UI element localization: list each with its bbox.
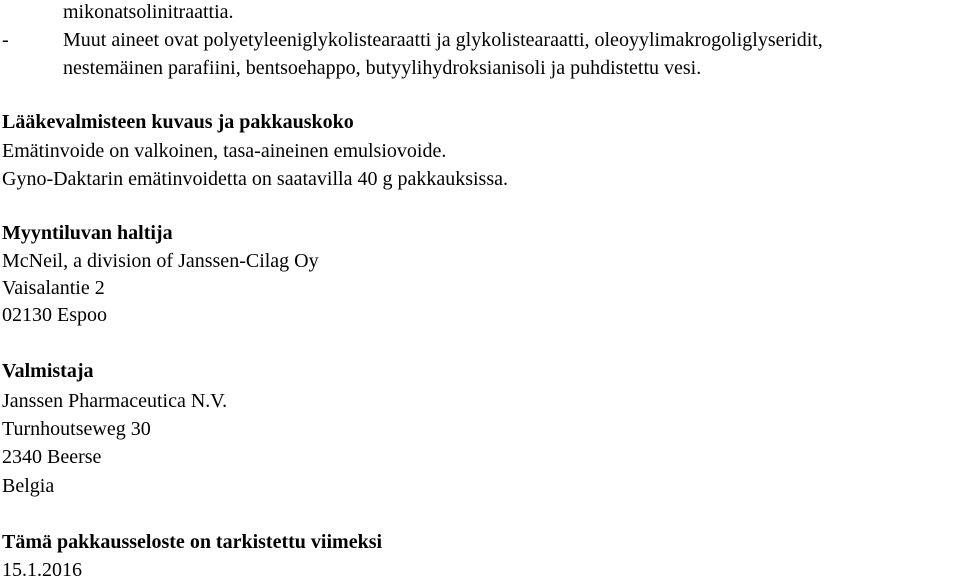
revision-heading: Tämä pakkausseloste on tarkistettu viimeksi [2,531,383,553]
manufacturer-name: Janssen Pharmaceutica N.V. [2,390,228,412]
revision-date: 15.1.2016 [2,559,82,581]
holder-name: McNeil, a division of Janssen-Cilag Oy [2,250,319,272]
ingredients-line-2: nestemäinen parafiini, bentsoehappo, butyylihydroksianisoli ja puhdistettu vesi. [63,57,702,79]
manufacturer-heading: Valmistaja [2,360,94,382]
ingredients-line-1: Muut aineet ovat polyetyleeniglykolistearaatti ja glykolistearaatti, oleoyylimakrogoliglyseridit, [63,29,823,51]
holder-heading: Myyntiluvan haltija [2,222,173,244]
holder-city: 02130 Espoo [2,304,107,326]
bullet-dash: - [2,29,9,51]
manufacturer-country: Belgia [2,475,55,497]
holder-street: Vaisalantie 2 [2,277,105,299]
description-text-1: Emätinvoide on valkoinen, tasa-aineinen emulsiovoide. [2,140,447,162]
description-heading: Lääkevalmisteen kuvaus ja pakkauskoko [2,111,354,133]
manufacturer-street: Turnhoutseweg 30 [2,418,151,440]
description-text-2: Gyno-Daktarin emätinvoidetta on saatavilla 40 g pakkauksissa. [2,168,508,190]
manufacturer-city: 2340 Beerse [2,446,102,468]
ingredients-line-0: mikonatsolinitraattia. [63,1,234,23]
